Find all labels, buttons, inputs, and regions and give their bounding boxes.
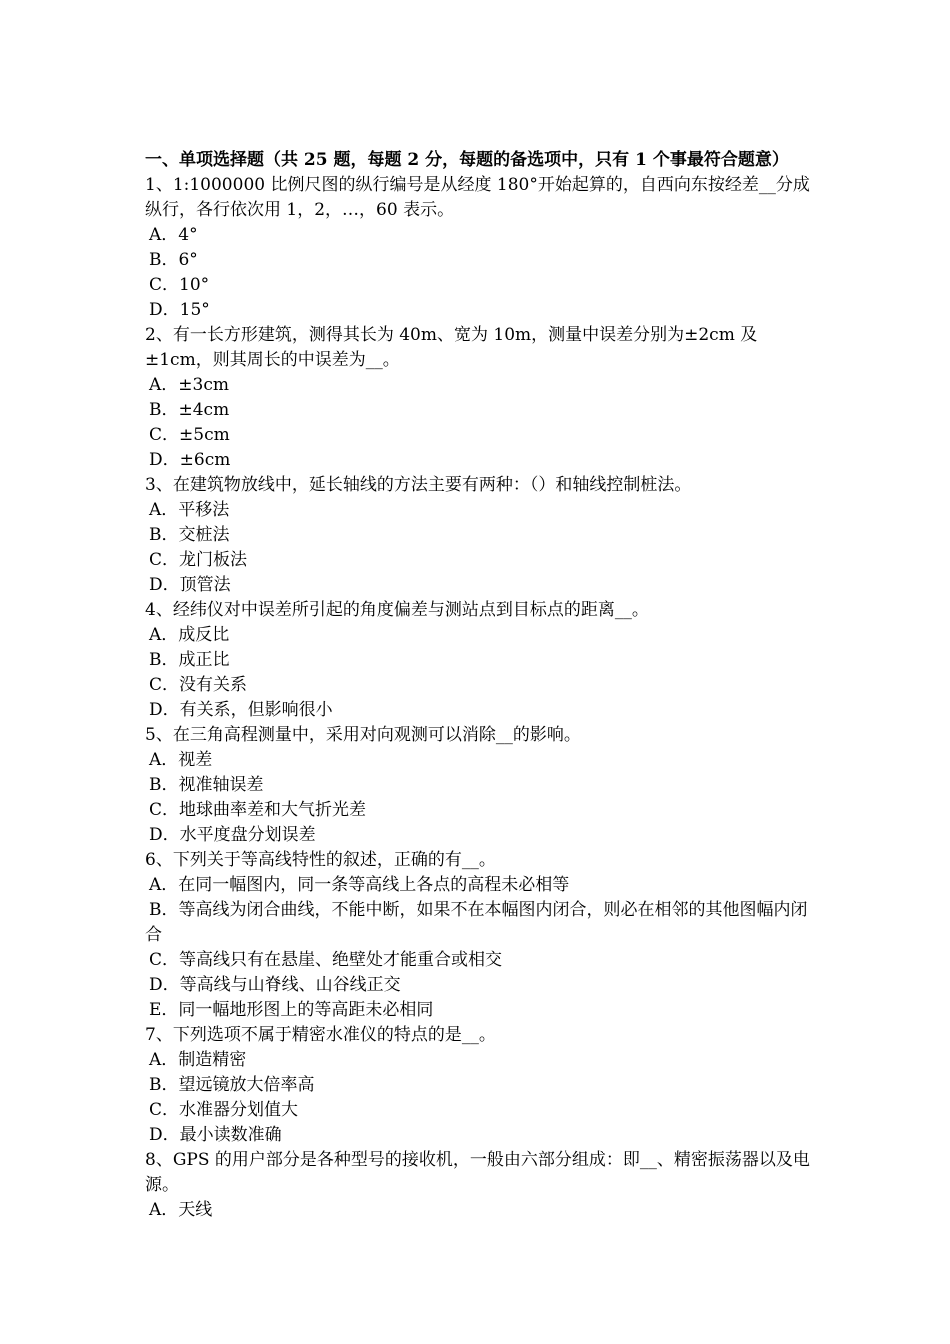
option-a: A．制造精密: [149, 1050, 247, 1070]
question-8: [145, 1148, 810, 1223]
option-c: C．10°: [149, 275, 210, 295]
option-c: C．没有关系: [149, 675, 248, 695]
option-c: C．地球曲率差和大气折光差: [149, 800, 367, 820]
option-a: A．成反比: [149, 625, 230, 645]
question-text: 1、1:1000000 比例尺图的纵行编号是从经度 180°开始起算的，自西向东按经差__分成纵行，各行依次用 1，2，…，60 表示。: [145, 175, 810, 220]
question-text: 3、在建筑物放线中，延长轴线的方法主要有两种：（）和轴线控制桩法。: [145, 475, 692, 495]
option-e: E．同一幅地形图上的等高距未必相同: [149, 1000, 434, 1020]
option-a: A．±3cm: [149, 375, 229, 395]
option-a: A．天线: [149, 1200, 213, 1220]
question-text: 7、下列选项不属于精密水准仪的特点的是__。: [145, 1025, 496, 1045]
option-b: B．视准轴误差: [149, 775, 264, 795]
option-d: D．15°: [149, 300, 210, 320]
option-b: B．等高线为闭合曲线，不能中断，如果不在本幅图内闭合，则必在相邻的其他图幅内闭合: [145, 900, 808, 945]
question-text: 5、在三角高程测量中，采用对向观测可以消除__的影响。: [145, 725, 581, 745]
question-text: 6、下列关于等高线特性的叙述，正确的有__。: [145, 850, 496, 870]
option-c: C．等高线只有在悬崖、绝壁处才能重合或相交: [149, 950, 503, 970]
option-d: D．±6cm: [149, 450, 231, 470]
option-c: C．±5cm: [149, 425, 230, 445]
question-5: [145, 723, 810, 848]
option-b: B．交桩法: [149, 525, 230, 545]
option-b: B．±4cm: [149, 400, 230, 420]
question-2: [145, 323, 810, 473]
option-d: D．最小读数准确: [149, 1125, 282, 1145]
option-c: C．水准器分划值大: [149, 1100, 299, 1120]
question-4: [145, 598, 810, 723]
question-text: 4、经纬仪对中误差所引起的角度偏差与测站点到目标点的距离__。: [145, 600, 649, 620]
option-d: D．水平度盘分划误差: [149, 825, 316, 845]
option-b: B．6°: [149, 250, 198, 270]
document-content: [145, 148, 810, 1223]
option-d: D．顶管法: [149, 575, 231, 595]
option-a: A．4°: [149, 225, 198, 245]
option-a: A．平移法: [149, 500, 230, 520]
question-3: [145, 473, 810, 598]
section-heading: 一、单项选择题（共 25 题，每题 2 分，每题的备选项中，只有 1 个事最符合题意）: [145, 150, 789, 170]
question-1: [145, 173, 810, 323]
option-c: C．龙门板法: [149, 550, 248, 570]
question-7: [145, 1023, 810, 1148]
option-b: B．成正比: [149, 650, 230, 670]
option-d: D．等高线与山脊线、山谷线正交: [149, 975, 401, 995]
question-text: 8、GPS 的用户部分是各种型号的接收机，一般由六部分组成：即__、精密振荡器以及电源。: [145, 1150, 810, 1195]
option-b: B．望远镜放大倍率高: [149, 1075, 315, 1095]
option-a: A．在同一幅图内，同一条等高线上各点的高程未必相等: [149, 875, 570, 895]
question-text: 2、有一长方形建筑，测得其长为 40m、宽为 10m，测量中误差分别为±2cm 及±1cm，则其周长的中误差为__。: [145, 325, 758, 370]
option-a: A．视差: [149, 750, 213, 770]
option-d: D．有关系，但影响很小: [149, 700, 333, 720]
question-6: [145, 848, 810, 1023]
